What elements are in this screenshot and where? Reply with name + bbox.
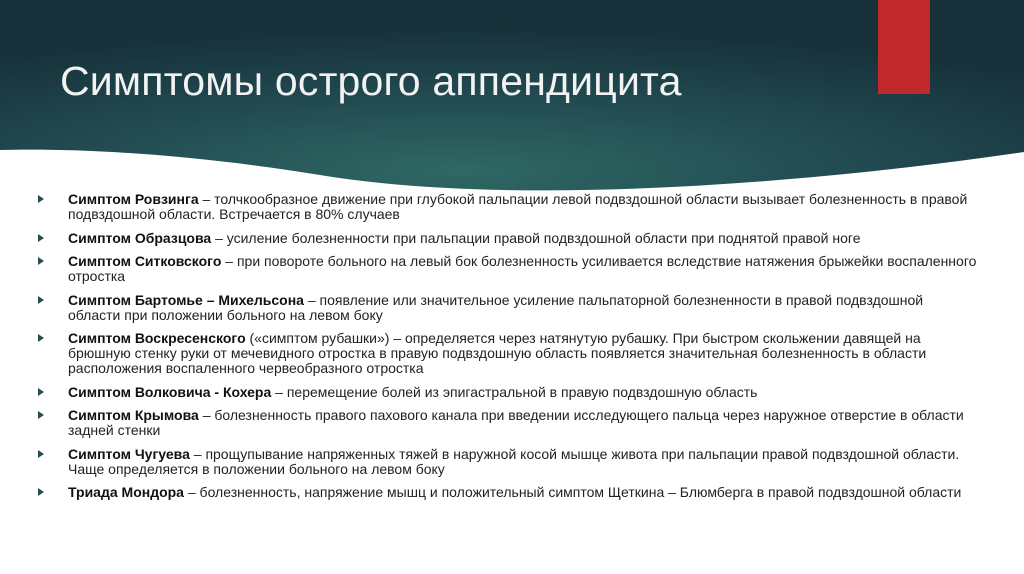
- item-text: – прощупывание напряженных тяжей в наружной косой мышце живота при пальпации правой подвздошной области. Чаще определяется в положении больного на левом боку: [68, 445, 960, 477]
- slide-title: Симптомы острого аппендицита: [60, 58, 682, 104]
- item-term: Триада Мондора: [68, 484, 184, 500]
- list-item: [38, 485, 978, 500]
- list-item: [38, 447, 978, 477]
- list-item: [38, 192, 978, 222]
- list-item: [38, 408, 978, 438]
- item-term: Симптом Образцова: [68, 229, 212, 246]
- item-text: («симптом рубашки») – определяется через натянутую рубашку. При быстром скольжении давящей на брюшную стенку руки от мечевидного отростка в правую подвздошную область появляется значительная болезненность в области расположения воспаленного червеобразного отростка: [68, 330, 927, 376]
- item-term: Симптом Бартомье – Михельсона: [68, 291, 304, 308]
- item-text: – перемещение болей из эпигастральной в правую подвздошную область: [271, 383, 758, 400]
- item-term: Симптом Волковича - Кохера: [68, 383, 272, 400]
- symptom-list: [38, 192, 978, 509]
- list-item: [38, 231, 978, 246]
- item-text: – при повороте больного на левый бок болезненность усиливается вследствие натяжения брыжейки воспаленного отростка: [68, 253, 977, 284]
- bullet-arrow-icon: [38, 296, 44, 304]
- bullet-arrow-icon: [38, 257, 44, 265]
- bullet-arrow-icon: [38, 388, 44, 396]
- item-term: Симптом Ровзинга: [68, 191, 199, 207]
- item-term: Симптом Воскресенского: [68, 330, 246, 346]
- accent-bar: [878, 0, 930, 94]
- bullet-arrow-icon: [38, 334, 44, 342]
- item-text: – болезненность правого пахового канала при введении исследующего пальца через наружное отверстие в области задней стенки: [68, 407, 964, 438]
- item-text: – болезненность, напряжение мышц и положительный симптом Щеткина – Блюмберга в правой подвздошной области: [183, 484, 962, 500]
- bullet-arrow-icon: [38, 488, 44, 496]
- item-term: Симптом Чугуева: [68, 445, 190, 462]
- item-text: – толчкообразное движение при глубокой пальпации левой подвздошной области вызывает болезненность в правой подвздошной области. Встречается в 80% случаев: [68, 191, 968, 222]
- bullet-arrow-icon: [38, 411, 44, 419]
- item-term: Симптом Крымова: [68, 407, 199, 423]
- list-item: [38, 385, 978, 400]
- list-item: [38, 293, 978, 323]
- list-item: [38, 331, 978, 376]
- item-text: – усиление болезненности при пальпации правой подвздошной области при поднятой правой ноге: [211, 229, 861, 246]
- item-text: – появление или значительное усиление пальпаторной болезненности в правой подвздошной области при положении больного на левом боку: [68, 291, 924, 323]
- list-item: [38, 254, 978, 284]
- bullet-arrow-icon: [38, 234, 44, 242]
- bullet-arrow-icon: [38, 450, 44, 458]
- item-term: Симптом Ситковского: [68, 253, 222, 269]
- bullet-arrow-icon: [38, 195, 44, 203]
